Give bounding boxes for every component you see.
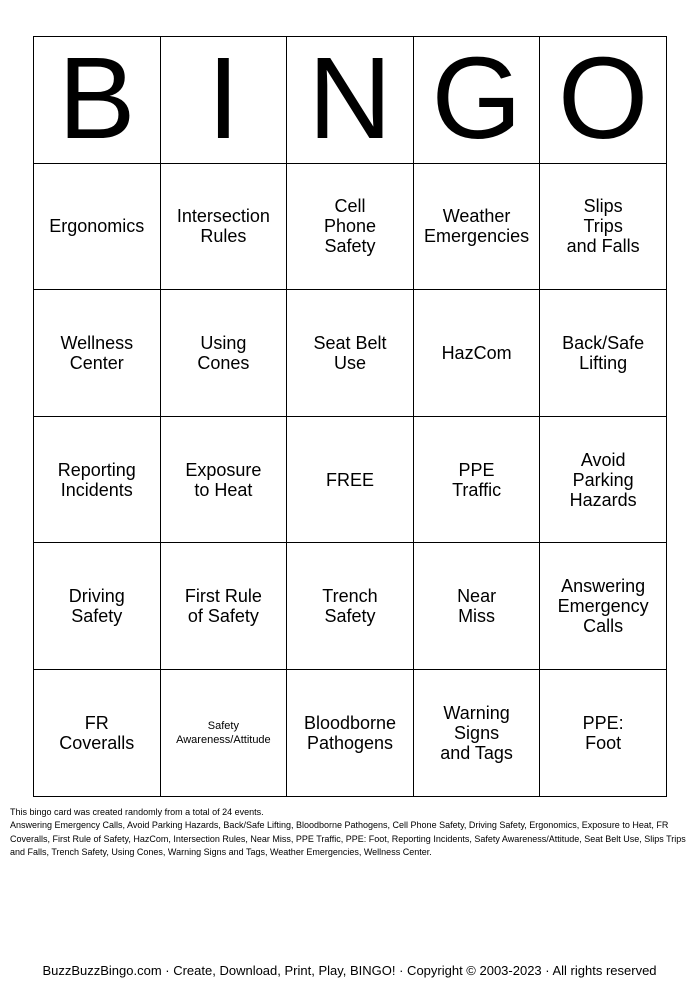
bingo-cell: Reporting Incidents [34, 417, 161, 544]
header-letter-g: G [414, 37, 541, 164]
bingo-cell: Warning Signs and Tags [414, 670, 541, 797]
event-list: Answering Emergency Calls, Avoid Parking Hazards, Back/Safe Lifting, Bloodborne Pathogens, Cell Phone Safety, Driving Safety, Ergonomics, Exposure to Heat, FR Coveralls, First Rule of Safety, HazCom, Intersection Rules, Near Miss, PPE Traffic, PPE: Foot, Reporting Incidents, Safety Awareness/Attitude, Seat Belt Use, Slips Trips and Falls, Trench Safety, Using Cones, Warning Signs and Tags, Weather Emergencies, Wellness Center. [10, 820, 686, 857]
header-letter-i: I [161, 37, 288, 164]
bingo-cell: Safety Awareness/Attitude [161, 670, 288, 797]
header-letter-n: N [287, 37, 414, 164]
bingo-card [33, 32, 667, 797]
bingo-cell: Wellness Center [34, 290, 161, 417]
bingo-cell: Bloodborne Pathogens [287, 670, 414, 797]
bingo-cell: FR Coveralls [34, 670, 161, 797]
header-letter-b: B [34, 37, 161, 164]
bingo-cell: Trench Safety [287, 543, 414, 670]
bingo-cell: Slips Trips and Falls [540, 164, 667, 291]
bingo-cell: PPE Traffic [414, 417, 541, 544]
bingo-cell: HazCom [414, 290, 541, 417]
card-generation-note: This bingo card was created randomly from a total of 24 events. [10, 807, 264, 817]
bingo-cell: Near Miss [414, 543, 541, 670]
bingo-cell: Weather Emergencies [414, 164, 541, 291]
header-letter-o: O [540, 37, 667, 164]
bingo-cell: Answering Emergency Calls [540, 543, 667, 670]
page-footer: BuzzBuzzBingo.com · Create, Download, Print, Play, BINGO! · Copyright © 2003-2023 · All rights reserved [42, 963, 657, 978]
bingo-cell: Cell Phone Safety [287, 164, 414, 291]
bingo-cell: Avoid Parking Hazards [540, 417, 667, 544]
bingo-cell: Driving Safety [34, 543, 161, 670]
bingo-cell: Using Cones [161, 290, 288, 417]
bingo-cell: First Rule of Safety [161, 543, 288, 670]
bingo-cell: Back/Safe Lifting [540, 290, 667, 417]
bingo-cell: Seat Belt Use [287, 290, 414, 417]
bingo-cell: Ergonomics [34, 164, 161, 291]
bingo-cell: Intersection Rules [161, 164, 288, 291]
free-space-cell: FREE [287, 417, 414, 544]
bingo-cell: PPE: Foot [540, 670, 667, 797]
bingo-cell: Exposure to Heat [161, 417, 288, 544]
